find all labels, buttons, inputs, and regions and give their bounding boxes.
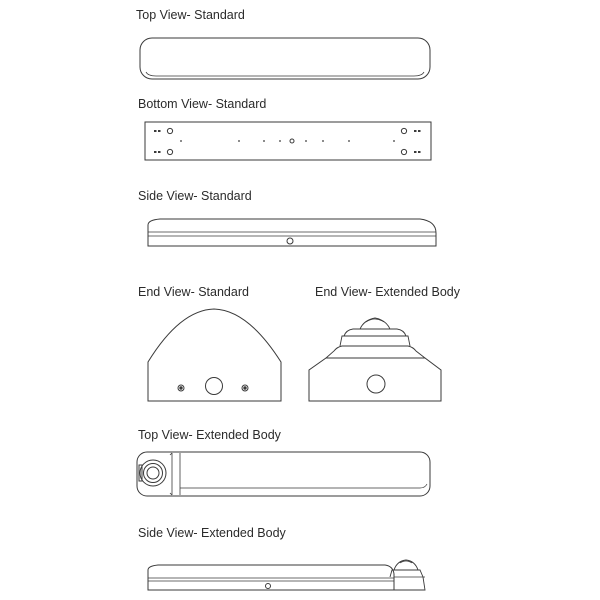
label-end-view-standard: End View- Standard [138,285,249,299]
side-view-extended-drawing [148,560,425,590]
bottom-view-standard-drawing [145,122,431,160]
label-side-view-standard: Side View- Standard [138,189,252,203]
label-bottom-view-standard: Bottom View- Standard [138,97,267,111]
label-end-view-extended: End View- Extended Body [315,285,461,299]
label-top-view-extended: Top View- Extended Body [138,428,281,442]
top-view-standard-drawing [140,38,430,79]
top-view-extended-drawing [137,452,430,496]
label-top-view-standard: Top View- Standard [136,8,245,22]
end-view-standard-drawing [148,309,281,401]
end-view-extended-drawing [309,318,441,401]
side-view-standard-drawing [148,219,436,246]
label-side-view-extended: Side View- Extended Body [138,526,286,540]
